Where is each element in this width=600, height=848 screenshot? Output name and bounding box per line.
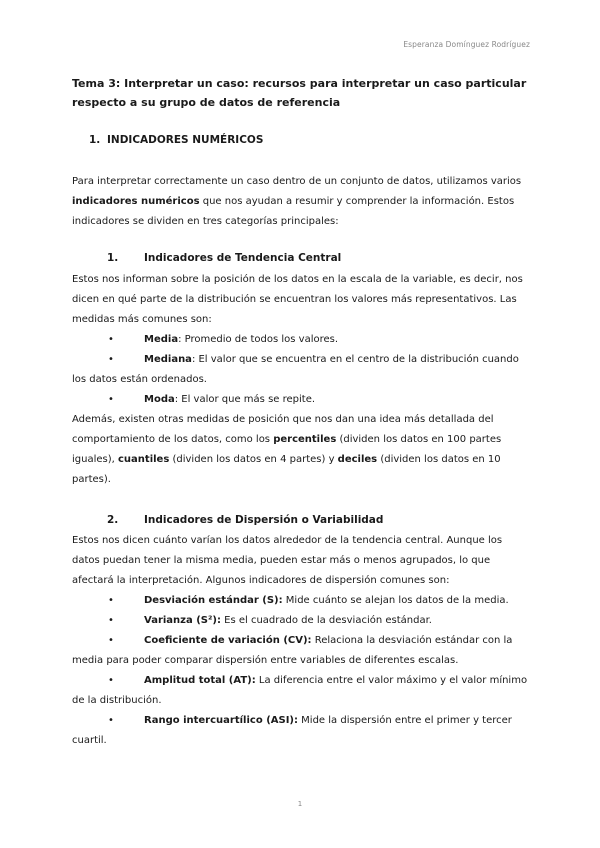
list-item bbox=[72, 390, 532, 410]
list-item bbox=[72, 711, 532, 751]
list-term: Varianza (S²): bbox=[144, 615, 221, 626]
document-title: Tema 3: Interpretar un caso: recursos para interpretar un caso particular respecto a su grupo de datos de referencia bbox=[72, 77, 527, 109]
list-text: Relaciona la desviación estándar con la bbox=[311, 635, 513, 646]
list-term: Moda bbox=[144, 394, 175, 405]
subsection-heading-dispersion bbox=[107, 514, 383, 526]
bold-term: percentiles bbox=[273, 434, 337, 445]
list-item bbox=[72, 611, 532, 631]
section-number: 1. bbox=[89, 134, 101, 146]
header-author: Esperanza Domínguez Rodríguez bbox=[403, 40, 530, 49]
bold-term: cuantiles bbox=[118, 454, 170, 465]
subsection-heading-central-tendency bbox=[107, 252, 341, 264]
bullet-icon: • bbox=[108, 675, 114, 686]
bullet-icon: • bbox=[108, 715, 114, 726]
list-text: La diferencia entre el valor máximo y el valor mínimo bbox=[255, 675, 528, 686]
list-text: : El valor que más se repite. bbox=[174, 394, 316, 405]
intro-text: Para interpretar correctamente un caso dentro de un conjunto de datos, utilizamos varios bbox=[72, 176, 522, 187]
bullet-icon: • bbox=[108, 354, 114, 365]
list-term: Desviación estándar (S): bbox=[144, 595, 283, 606]
list-text-cont: los datos están ordenados. bbox=[72, 374, 207, 385]
para-text: (dividen los datos en 10 partes). bbox=[72, 454, 501, 485]
bullet-icon: • bbox=[108, 635, 114, 646]
central-tendency-paragraph: Estos nos informan sobre la posición de los datos en la escala de la variable, es decir, nos dicen en qué parte de la distribución se encuentran los valores más representativos. Las medidas más comunes son: bbox=[72, 274, 523, 325]
list-term: Amplitud total (AT): bbox=[144, 675, 256, 686]
list-item bbox=[72, 350, 532, 390]
list-text: Es el cuadrado de la desviación estándar. bbox=[220, 615, 432, 626]
section-intro-paragraph bbox=[72, 172, 530, 232]
list-term: Mediana bbox=[144, 354, 192, 365]
list-text-cont: media para poder comparar dispersión entre variables de diferentes escalas. bbox=[72, 655, 459, 666]
list-item bbox=[72, 591, 532, 611]
intro-text-end: que nos ayudan a resumir y comprender la información. Estos indicadores se dividen en tres categorías principales: bbox=[72, 196, 515, 227]
page-number: 1 bbox=[297, 800, 303, 808]
list-term: Rango intercuartílico (ASI): bbox=[144, 715, 298, 726]
subsection-number: 2. bbox=[107, 514, 119, 526]
list-text-cont: de la distribución. bbox=[72, 695, 162, 706]
section-title: INDICADORES NUMÉRICOS bbox=[107, 134, 264, 146]
position-measures-paragraph bbox=[72, 410, 530, 490]
section-heading bbox=[89, 134, 263, 146]
list-text-cont: cuartil. bbox=[72, 735, 107, 746]
list-item bbox=[72, 330, 532, 350]
bullet-icon: • bbox=[108, 334, 114, 345]
para-text: (dividen los datos en 4 partes) y bbox=[169, 454, 338, 465]
list-term: Coeficiente de variación (CV): bbox=[144, 635, 312, 646]
intro-bold-term: indicadores numéricos bbox=[72, 196, 200, 207]
list-term: Media bbox=[144, 334, 179, 345]
list-item bbox=[72, 671, 532, 711]
bullet-icon: • bbox=[108, 394, 114, 405]
bullet-icon: • bbox=[108, 615, 114, 626]
list-item bbox=[72, 631, 532, 671]
subsection-title: Indicadores de Tendencia Central bbox=[144, 252, 342, 264]
list-text: : El valor que se encuentra en el centro de la distribución cuando bbox=[191, 354, 519, 365]
subsection-number: 1. bbox=[107, 252, 119, 264]
dispersion-paragraph: Estos nos dicen cuánto varían los datos alrededor de la tendencia central. Aunque los datos puedan tener la misma media, pueden estar más o menos agrupados, lo que afectará la interpretación. Algunos indicadores de dispersión comunes son: bbox=[72, 535, 503, 586]
subsection-title: Indicadores de Dispersión o Variabilidad bbox=[144, 514, 384, 526]
list-text: Mide cuánto se alejan los datos de la media. bbox=[282, 595, 509, 606]
list-text: : Promedio de todos los valores. bbox=[178, 334, 339, 345]
bold-term: deciles bbox=[337, 454, 378, 465]
para-text: Además, existen otras medidas de posición que nos dan una idea más detallada del comportamiento de los datos, como los bbox=[72, 414, 494, 445]
bullet-icon: • bbox=[108, 595, 114, 606]
para-text: (dividen los datos en 100 partes iguales), bbox=[72, 434, 502, 465]
list-text: Mide la dispersión entre el primer y tercer bbox=[298, 715, 512, 726]
